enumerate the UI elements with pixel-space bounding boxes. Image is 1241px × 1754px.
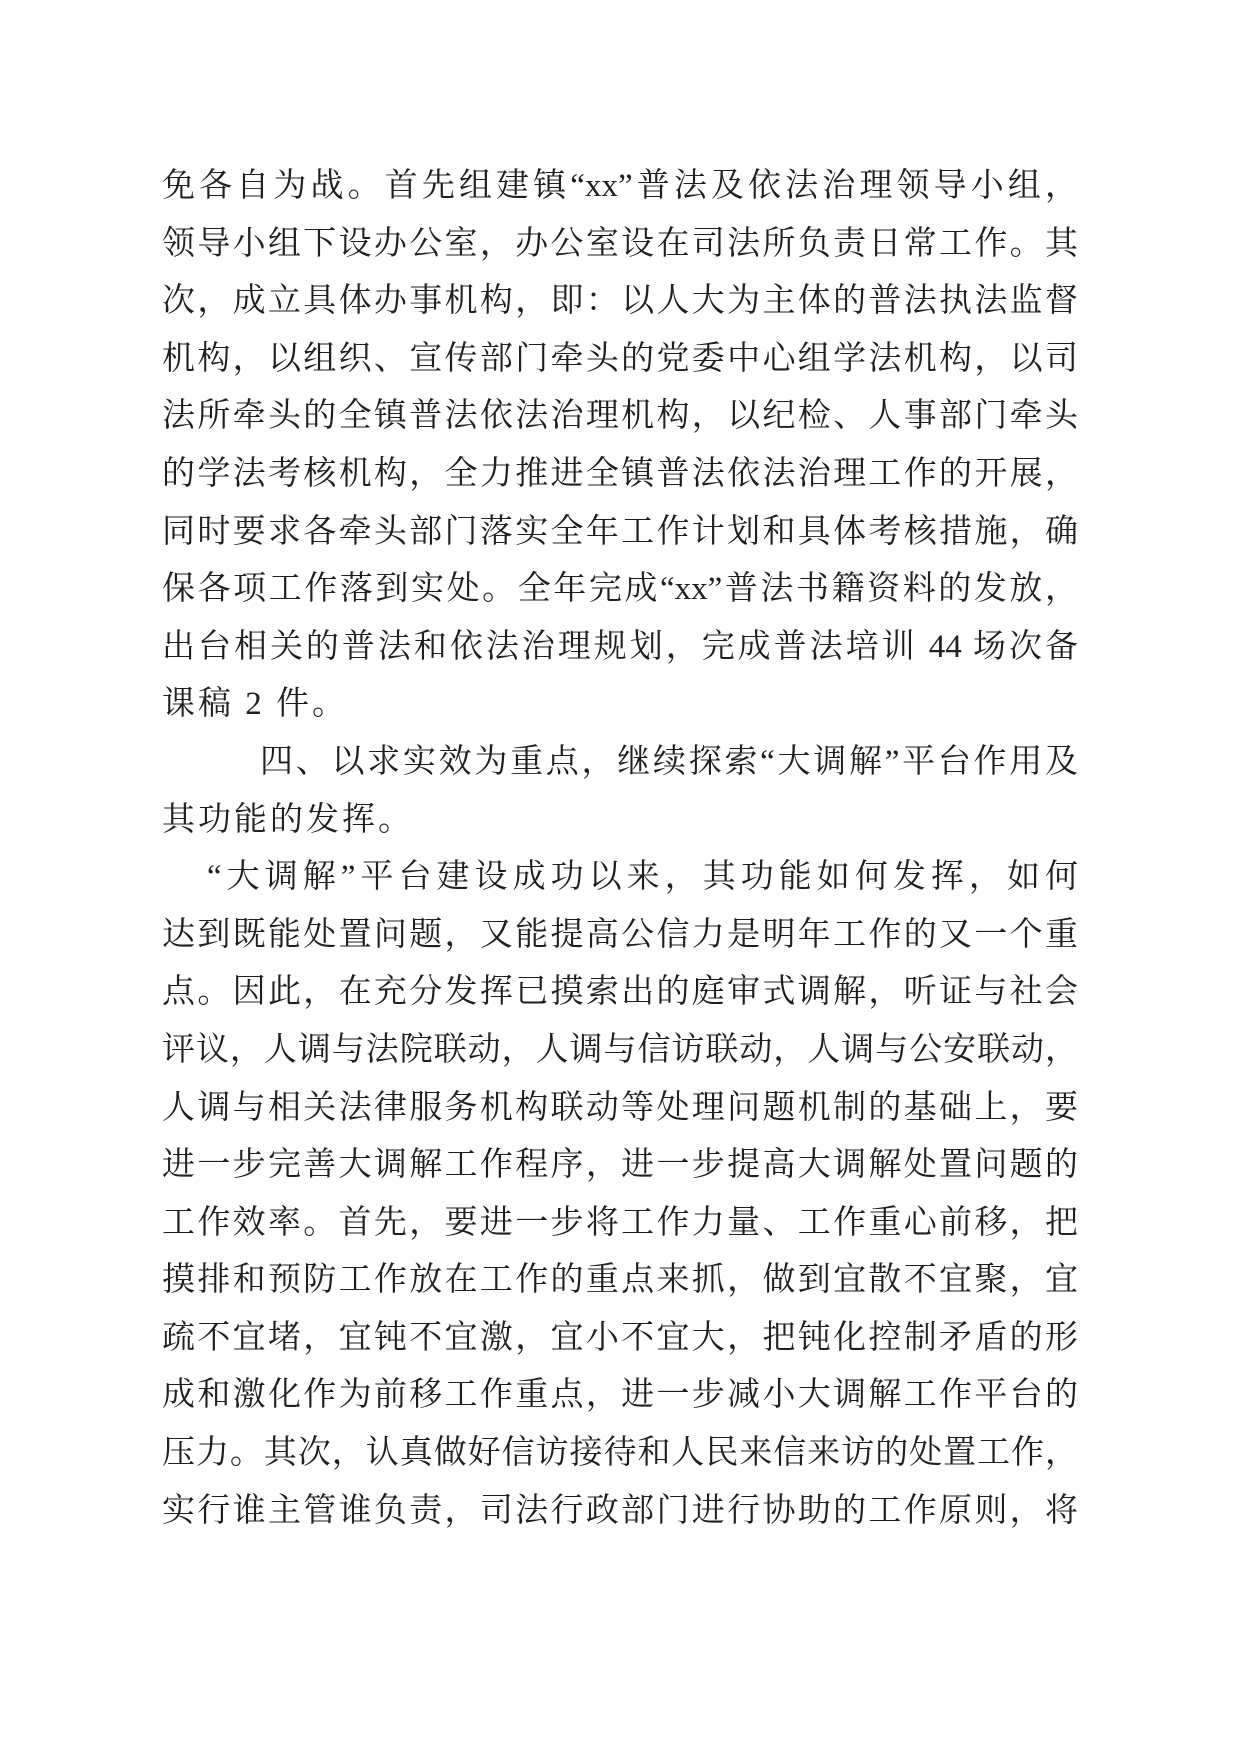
text-line: 工作效率。首先，要进一步将工作力量、工作重心前移，把 [162, 1204, 1078, 1241]
text-line: 摸排和预防工作放在工作的重点来抓，做到宜散不宜聚，宜 [162, 1262, 1078, 1299]
text-line-paragraph-start: “大调解”平台建设成功以来，其功能如何发挥，如何 [207, 859, 1078, 896]
text-line: 领导小组下设办公室，办公室设在司法所负责日常工作。其 [162, 225, 1078, 262]
text-line: 实行谁主管谁负责，司法行政部门进行协助的工作原则，将 [162, 1492, 1078, 1529]
text-line: 人调与相关法律服务机构联动等处理问题机制的基础上，要 [162, 1089, 1078, 1126]
text-line: 评议，人调与法院联动，人调与信访联动，人调与公安联动， [162, 1031, 1078, 1068]
text-line-section-heading: 四、以求实效为重点，继续探索“大调解”平台作用及 [260, 743, 1078, 780]
text-line: 压力。其次，认真做好信访接待和人民来信来访的处置工作， [162, 1435, 1078, 1472]
text-line: 次，成立具体办事机构，即：以人大为主体的普法执法监督 [162, 283, 1078, 320]
text-line-paragraph-end: 其功能的发挥。 [162, 801, 414, 838]
text-line: 免各自为战。首先组建镇“xx”普法及依法治理领导小组， [162, 168, 1078, 204]
text-line: 进一步完善大调解工作程序，进一步提高大调解处置问题的 [162, 1147, 1078, 1184]
text-line: 出台相关的普法和依法治理规划，完成普法培训 44 场次备 [162, 628, 1078, 665]
document-body [162, 158, 1078, 1540]
text-line: 的学法考核机构，全力推进全镇普法依法治理工作的开展， [162, 455, 1078, 492]
text-line: 机构，以组织、宣传部门牵头的党委中心组学法机构，以司 [162, 340, 1078, 377]
text-line: 点。因此，在充分发挥已摸索出的庭审式调解，听证与社会 [162, 974, 1078, 1011]
text-line: 疏不宜堵，宜钝不宜激，宜小不宜大，把钝化控制矛盾的形 [162, 1319, 1078, 1356]
text-line: 成和激化作为前移工作重点，进一步减小大调解工作平台的 [162, 1377, 1078, 1414]
text-line: 同时要求各牵头部门落实全年工作计划和具体考核措施，确 [162, 513, 1078, 550]
text-line: 保各项工作落到实处。全年完成“xx”普法书籍资料的发放， [162, 571, 1078, 608]
text-line: 达到既能处置问题，又能提高公信力是明年工作的又一个重 [162, 916, 1078, 953]
text-line: 法所牵头的全镇普法依法治理机构，以纪检、人事部门牵头 [162, 398, 1078, 435]
text-line-paragraph-end: 课稿 2 件。 [162, 686, 348, 723]
